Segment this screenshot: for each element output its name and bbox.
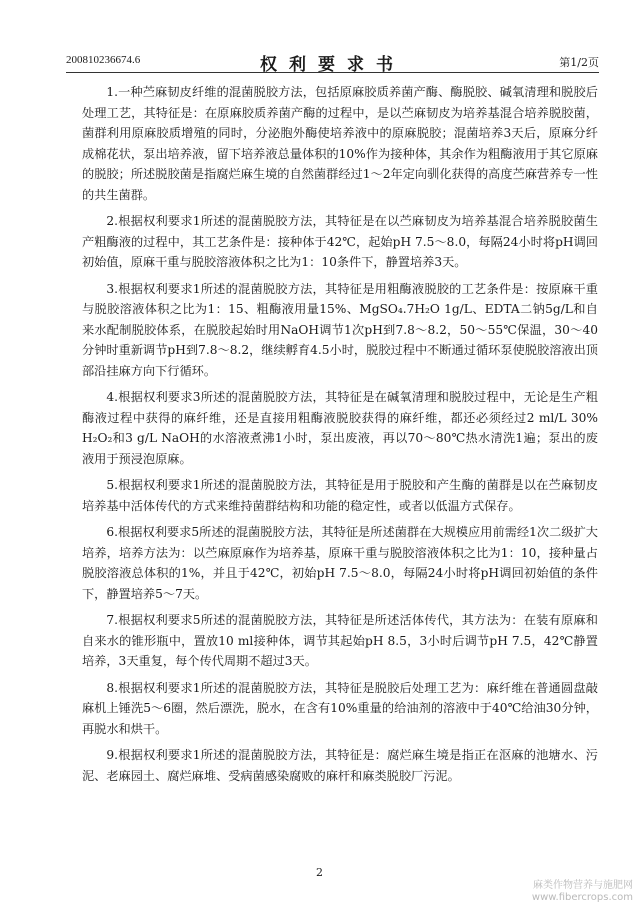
claim-9: 9.根据权利要求1所述的混菌脱胶方法，其特征是：腐烂麻生境是指正在沤麻的池塘水、污泥、老麻园土、腐烂麻堆、受病菌感染腐败的麻杆和麻类脱胶厂污泥。 bbox=[82, 748, 598, 783]
claim-4: 4.根据权利要求3所述的混菌脱胶方法，其特征是在碱氧清理和脱胶过程中，无论是生产粗酶液过程中获得的麻纤维，还是直接用粗酶液脱胶获得的麻纤维，都还必须经过2 ml/L 30% H₂O₂和3 g/L NaOH的水溶液煮沸1小时，泵出废液，再以70～80℃热水清洗1遍；泵出的废液用于预浸泡原麻。 bbox=[82, 390, 598, 466]
claims-body bbox=[82, 82, 598, 792]
claim-8: 8.根据权利要求1所述的混菌脱胶方法，其特征是脱胶后处理工艺为：麻纤维在普通圆盘敲麻机上锤洗5～6圈，然后漂洗，脱水，在含有10%重量的给油剂的溶液中于40℃给油30分钟，再脱水和烘干。 bbox=[82, 680, 598, 736]
watermark-site-name: 麻类作物营养与施肥网 bbox=[533, 880, 633, 891]
document-title: 权利要求书 bbox=[260, 55, 405, 75]
document-number: 200810236674.6 bbox=[66, 54, 141, 66]
page-header bbox=[66, 50, 599, 75]
claim-3: 3.根据权利要求1所述的混菌脱胶方法，其特征是用粗酶液脱胶的工艺条件是：按原麻干重与脱胶溶液体积之比为1：15、粗酶液用量15%、MgSO₄.7H₂O 1g/L、EDTA二钠5g/L和自来水配制脱胶体系，在脱胶起始时用NaOH调节1次pH到7.8～8.2，50～55℃保温，30～40分钟时重新调节pH到7.8～8.2，继续孵育4.5小时，脱胶过程中不断通过循环泵使脱胶溶液出顶部沿挂麻方向下行循环。 bbox=[82, 281, 598, 378]
watermark-url: www.fibercrops.com bbox=[531, 892, 633, 903]
claim-7: 7.根据权利要求5所述的混菌脱胶方法，其特征是所述活体传代，其方法为：在装有原麻和自来水的锥形瓶中，置放10 ml接种体，调节其起始pH 8.5，3小时后调节pH 7.5，42℃静置培养，3天重复，每个传代周期不超过3天。 bbox=[82, 613, 598, 668]
watermark bbox=[532, 880, 633, 904]
claim-2: 2.根据权利要求1所述的混菌脱胶方法，其特征是在以苎麻韧皮为培养基混合培养脱胶菌生产粗酶液的过程中，其工艺条件是：接种体于42℃，起始pH 7.5～8.0，每隔24小时将pH调回初始值，原麻干重与脱胶溶液体积之比为1：10条件下，静置培养3天。 bbox=[82, 214, 598, 269]
page-number: 2 bbox=[316, 866, 323, 879]
page-indicator: 第1/2页 bbox=[559, 56, 599, 69]
claim-1: 1.一种苎麻韧皮纤维的混菌脱胶方法，包括原麻胶质养菌产酶、酶脱胶、碱氧清理和脱胶后处理工艺，其特征是：在原麻胶质养菌产酶的过程中，是以苎麻韧皮为培养基混合培养脱胶菌，菌群利用原麻胶质增殖的同时，分泌胞外酶使培养液中的原麻脱胶；混菌培养3天后，原麻分纤成棉花状，泵出培养液，留下培养液总量体积的10%作为接种体，其余作为粗酶液用于其它原麻的脱胶；所述脱胶菌是指腐烂麻生境的自然菌群经过1～2年定向驯化获得的高度苎麻营养专一性的共生菌群。 bbox=[82, 85, 598, 202]
claim-6: 6.根据权利要求5所述的混菌脱胶方法，其特征是所述菌群在大规模应用前需经1次二级扩大培养，培养方法为：以苎麻原麻作为培养基，原麻干重与脱胶溶液体积之比为1：10，接种量占脱胶溶液总体积的1%，并且于42℃，初始pH 7.5～8.0，每隔24小时将pH调回初始值的条件下，静置培养5～7天。 bbox=[82, 525, 598, 601]
claim-5: 5.根据权利要求1所述的混菌脱胶方法，其特征是用于脱胶和产生酶的菌群是以在苎麻韧皮培养基中活体传代的方式来维持菌群结构和功能的稳定性，或者以低温方式保存。 bbox=[82, 478, 598, 513]
header-divider bbox=[66, 72, 599, 73]
